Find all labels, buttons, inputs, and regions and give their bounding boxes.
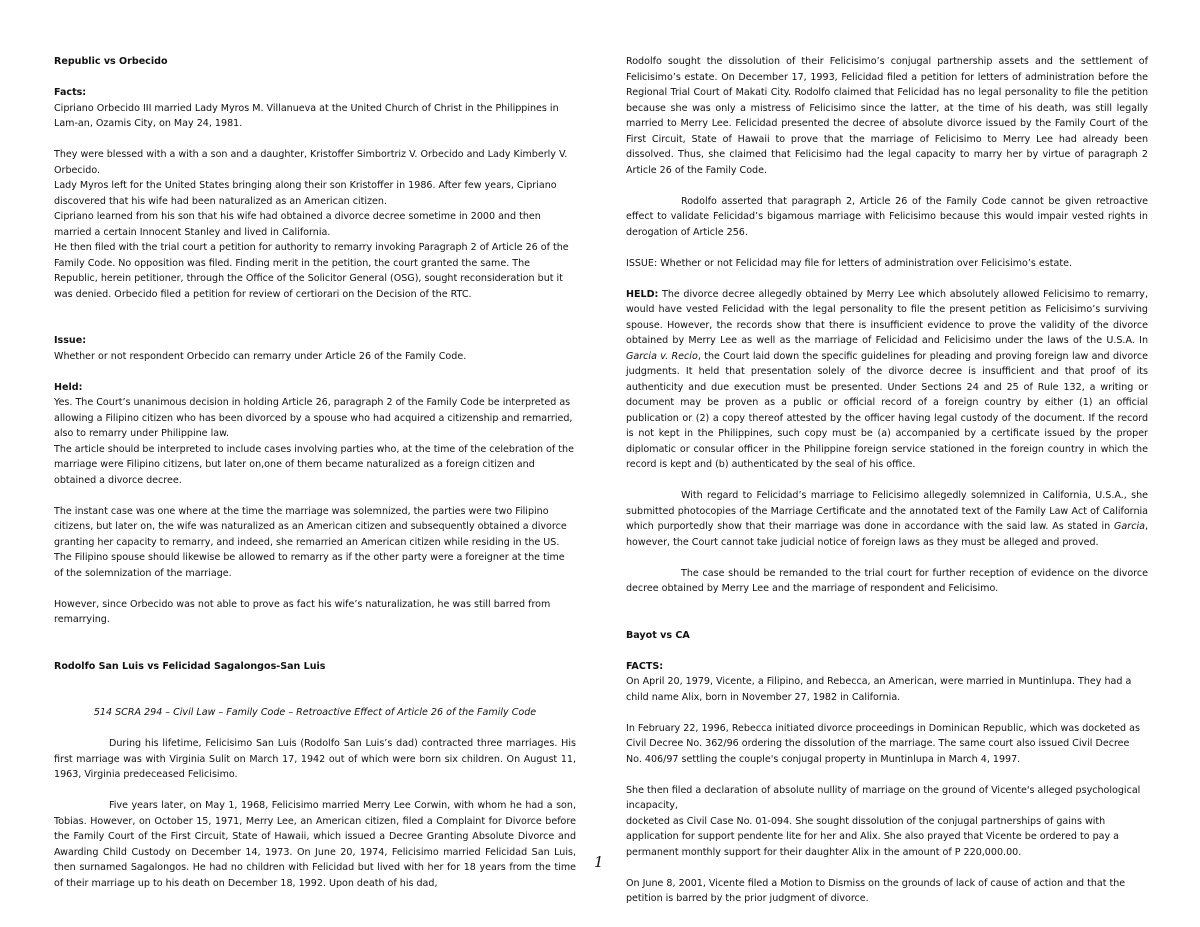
case-title-bayot-vs-ca: Bayot vs CA: [626, 629, 690, 641]
held-paragraph: However, since Orbecido was not able to prove as fact his wife’s naturalization, he was still barred from remarrying.: [54, 598, 551, 625]
right-column: [626, 54, 1148, 907]
facts-heading: FACTS:: [626, 660, 664, 672]
issue-text: Whether or not respondent Orbecido can remarry under Article 26 of the Family Code.: [54, 350, 467, 362]
case-title-san-luis: Rodolfo San Luis vs Felicidad Sagalongos-San Luis: [54, 660, 326, 672]
issue-heading: Issue:: [54, 335, 87, 346]
regard-paragraph: With regard to Felicidad’s marriage to Felicisimo allegedly solemnized in California, U.S.A., she submitted photocopies of the Marriage Certificate and the annotated text of the Family Law Act of California which purportedly show that their marriage was done in accordance with the said law. As stated in Garcia, however, the Court cannot take judicial notice of foreign laws as they must be alleged and proved.: [626, 490, 1148, 548]
held-heading: HELD:: [626, 288, 659, 300]
page-number: 1: [594, 853, 604, 871]
san-luis-paragraph-continued: Rodolfo sought the dissolution of their Felicisimo’s conjugal partnership assets and the settlement of Felicisimo’s estate. On December 17, 1993, Felicidad filed a petition for letters of administration before the Regional Trial Court of Makati City. Rodolfo claimed that Felicidad has no legal personality to file the petition because she was only a mistress of Felicisimo since the latter, at the time of his death, was still legally married to Merry Lee. Felicidad presented the decree of absolute divorce issued by the Family Court of the First Circuit, State of Hawaii to prove that the marriage of Felicisimo to Merry Lee had already been dissolved. Thus, she claimed that Felicisimo had the legal capacity to marry her by virtue of paragraph 2 Article 26 of the Family Code.: [626, 56, 1148, 176]
facts-paragraph: He then filed with the trial court a petition for authority to remarry invoking Paragraph 2 of Article 26 of the Family Code. No opposition was filed. Finding merit in the petition, the court granted the same. The Republic, herein petitioner, through the Office of the Solicitor General (OSG), sought reconsideration but it was denied. Orbecido filed a petition for review of certiorari on the Decision of the RTC.: [54, 242, 569, 300]
bayot-facts-paragraph: In February 22, 1996, Rebecca initiated divorce proceedings in Dominican Republic, which was docketed as Civil Decree No. 362/96 ordering the dissolution of the marriage. The same court also issued Civil Decree No. 406/97 settling the couple's conjugal property in Muntinlupa in March 4, 1997.: [626, 722, 1140, 765]
facts-paragraph: Cipriano Orbecido III married Lady Myros M. Villanueva at the United Church of Christ in the Philippines in Lam-an, Ozamis City, on May 24, 1981.: [54, 102, 559, 129]
remand-paragraph: The case should be remanded to the trial court for further reception of evidence on the divorce decree obtained by Merry Lee and the marriage of respondent and Felicisimo.: [626, 567, 1148, 594]
san-luis-paragraph: Five years later, on May 1, 1968, Felicisimo married Merry Lee Corwin, with whom he had a son, Tobias. However, on October 15, 1971, Merry Lee, an American citizen, filed a Complaint for Divorce before the Family Court of the First Circuit, State of Hawaii, which issued a Decree Granting Absolute Divorce and Awarding Child Custody on December 14, 1973. On June 20, 1974, Felicisimo married Felicidad San Luis, then surnamed Sagalongos. He had no children with Felicidad but lived with her for 18 years from the time of their marriage up to his death on December 18, 1992. Upon death of his dad,: [54, 800, 576, 889]
bayot-facts-paragraph: docketed as Civil Case No. 01-094. She sought dissolution of the conjugal partnerships of gains with application for support pendente lite for her and Alix. She also prayed that Vicente be ordered to pay a permanent monthly support for their daughter Alix in the amount of P 220,000.00.: [626, 815, 1120, 858]
facts-paragraph: Cipriano learned from his son that his wife had obtained a divorce decree sometime in 2000 and then married a certain Innocent Stanley and lived in California.: [54, 211, 541, 238]
issue-text: ISSUE: Whether or not Felicidad may file for letters of administration over Felicisimo’s estate.: [626, 257, 1073, 269]
held-paragraph: HELD: The divorce decree allegedly obtained by Merry Lee which absolutely allowed Felicisimo to remarry, would have vested Felicidad with the legal personality to file the present petition as Felicisimo’s surviving spouse. However, the records show that there is insufficient evidence to prove the validity of the divorce obtained by Merry Lee as well as the marriage of Felicidad and Felicisimo under the laws of the U.S.A. In Garcia v. Recio, the Court laid down the specific guidelines for pleading and proving foreign law and divorce judgments. It held that presentation solely of the divorce decree is insufficient and that proof of its authenticity and due execution must be presented. Under Sections 24 and 25 of Rule 132, a writing or document may be proven as a public or official record of a foreign country by either (1) an official publication or (2) a copy thereof attested by the officer having legal custody of the document. If the record is not kept in the Philippines, such copy must be (a) accompanied by a certificate issued by the proper diplomatic or consular officer in the Philippine foreign service stationed in the foreign country in which the record is kept and (b) authenticated by the seal of his office.: [626, 288, 1148, 470]
facts-paragraph: Lady Myros left for the United States bringing along their son Kristoffer in 1986. After few years, Cipriano discovered that his wife had been naturalized as an American citizen.: [54, 180, 557, 207]
bayot-facts-paragraph: On April 20, 1979, Vicente, a Filipino, and Rebecca, an American, were married in Muntinlupa. They had a child name Alix, born in November 27, 1982 in California.: [626, 676, 1132, 703]
case-title-republic-vs-orbecido: Republic vs Orbecido: [54, 56, 168, 67]
held-paragraph: The article should be interpreted to include cases involving parties who, at the time of the celebration of the marriage were Filipino citizens, but later on,one of them became naturalized as a foreign citizen and obtained a divorce decree.: [54, 443, 574, 486]
case-citation: 514 SCRA 294 – Civil Law – Family Code – Retroactive Effect of Article 26 of the Family Code: [93, 707, 537, 718]
rodolfo-assertion-paragraph: Rodolfo asserted that paragraph 2, Article 26 of the Family Code cannot be given retroactive effect to validate Felicidad’s bigamous marriage with Felicisimo because this would impair vested rights in derogation of Article 256.: [626, 195, 1148, 238]
held-heading: Held:: [54, 381, 83, 393]
left-column: [54, 54, 576, 891]
bayot-facts-paragraph: She then filed a declaration of absolute nullity of marriage on the ground of Vicente's alleged psychological incapacity,: [626, 784, 1141, 811]
facts-paragraph: They were blessed with a with a son and a daughter, Kristoffer Simbortriz V. Orbecido and Lady Kimberly V. Orbecido.: [54, 149, 568, 176]
held-paragraph: The instant case was one where at the time the marriage was solemnized, the parties were two Filipino citizens, but later on, the wife was naturalized as an American citizen and subsequently obtained a divorce granting her capacity to remarry, and indeed, she remarried an American citizen while residing in the US. The Filipino spouse should likewise be allowed to remarry as if the other party were a foreigner at the time of the solemnization of the marriage.: [54, 505, 567, 579]
bayot-facts-paragraph: On June 8, 2001, Vicente filed a Motion to Dismiss on the grounds of lack of cause of action and that the petition is barred by the prior judgment of divorce.: [626, 877, 1126, 904]
case-reference: Garcia: [1114, 521, 1145, 532]
san-luis-paragraph: During his lifetime, Felicisimo San Luis (Rodolfo San Luis’s dad) contracted three marriages. His first marriage was with Virginia Sulit on March 17, 1942 out of which were born six children. On August 11, 1963, Virginia predeceased Felicisimo.: [54, 738, 576, 780]
case-reference: Garcia v. Recio: [626, 350, 698, 362]
held-paragraph: Yes. The Court’s unanimous decision in holding Article 26, paragraph 2 of the Family Code be interpreted as allowing a Filipino citizen who has been divorced by a spouse who had acquired a citizenship and remarried, also to remarry under Philippine law.: [54, 397, 573, 439]
facts-heading: Facts:: [54, 87, 87, 98]
